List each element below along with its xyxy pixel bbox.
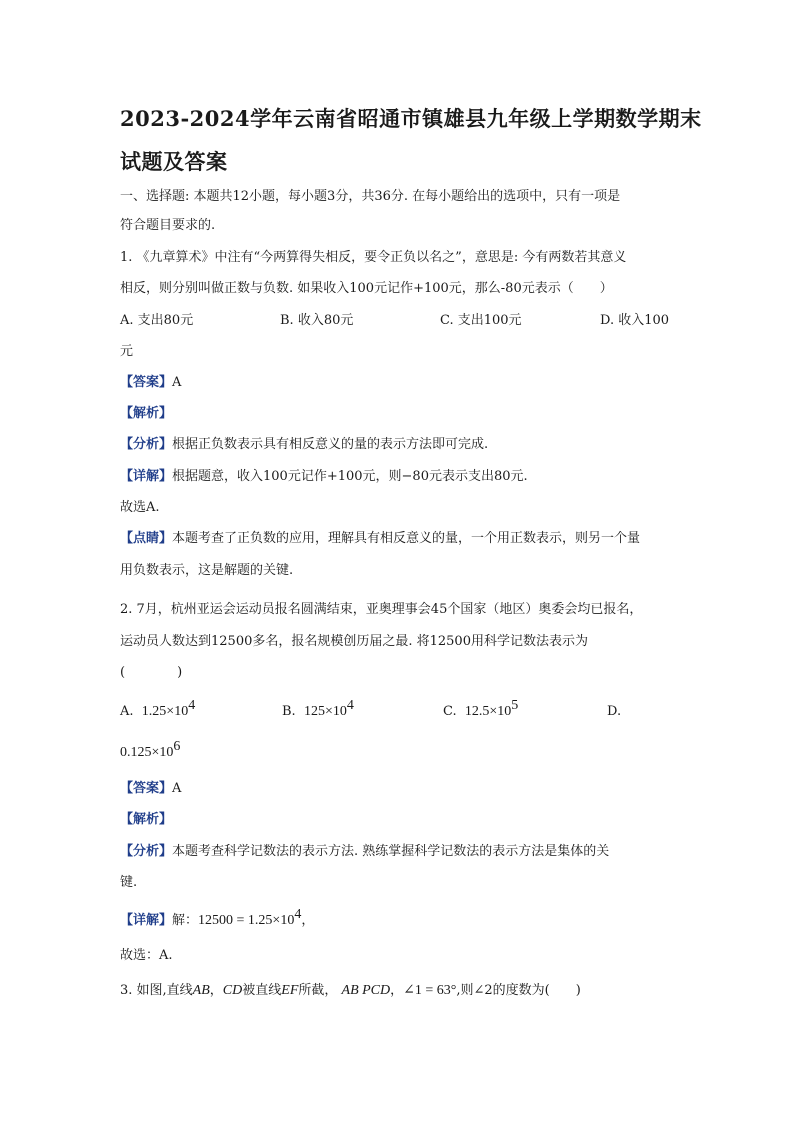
q2-fenxi-cont: 键.: [120, 875, 138, 890]
answer-value: A: [172, 375, 182, 390]
xiangjie-tag: 【详解】: [120, 913, 173, 928]
q1-stem-line1: 1. 《九章算术》中注有“今两算得失相反，要令正负以名之”，意思是: 今有两数若其意义: [120, 250, 627, 265]
q1-option-d: D. 收入100: [600, 313, 670, 328]
jiexi-tag: 【解析】: [120, 406, 173, 421]
jiexi-tag: 【解析】: [120, 812, 173, 827]
q2-stem-line3: ( ): [120, 665, 183, 680]
xiangjie-text: 根据题意，收入100元记作+100元，则−80元表示支出80元.: [172, 469, 528, 484]
q2-option-b: B. $125\times 10^4$: [282, 698, 354, 719]
q2-xiangjie: 【详解】解：$12500 = 1.25\times 10^4$，: [120, 907, 315, 928]
q2-option-d-value: $0.125\times 10^6$: [120, 739, 181, 760]
xiangjie-formula: 12500 = 1.25×10: [198, 913, 295, 928]
q2-option-d-label: D.: [607, 704, 622, 719]
q2-option-a: A. $1.25\times 10^4$: [120, 698, 196, 719]
q2-guxuan: 故选：A.: [120, 948, 173, 963]
answer-tag: 【答案】: [120, 375, 173, 390]
fenxi-tag: 【分析】: [120, 844, 173, 859]
section-heading-cont: 符合题目要求的.: [120, 218, 216, 233]
q2-jiexi: [120, 811, 172, 829]
q1-dianjing-cont: 用负数表示，这是解题的关键.: [120, 563, 294, 578]
q1-option-a: A. 支出80元: [120, 313, 194, 328]
fenxi-text: 本题考查科学记数法的表示方法. 熟练掌握科学记数法的表示方法是集体的关: [172, 844, 610, 859]
section-heading: 一、选择题: 本题共12小题，每小题3分，共36分. 在每小题给出的选项中，只有一项是: [120, 189, 621, 204]
q2-option-c: C. $12.5\times 10^5$: [443, 698, 519, 719]
q1-xiangjie: [120, 468, 528, 486]
q1-option-d-wrap: 元: [120, 344, 134, 359]
dianjing-text: 本题考查了正负数的应用，理解具有相反意义的量，一个用正数表示，则另一个量: [172, 531, 641, 546]
answer-tag: 【答案】: [120, 781, 173, 796]
q1-stem-line2: 相反，则分别叫做正数与负数. 如果收入100元记作+100元，那么-80元表示（ ）: [120, 281, 613, 296]
q1-option-c: C. 支出100元: [440, 313, 522, 328]
doc-title-line1: 2023-2024学年云南省昭通市镇雄县九年级上学期数学期末: [120, 106, 702, 131]
fenxi-text: 根据正负数表示具有相反意义的量的表示方法即可完成.: [172, 437, 489, 452]
q2-answer: [120, 780, 181, 798]
answer-value: A: [172, 781, 182, 796]
q1-answer: [120, 374, 181, 392]
doc-title-line2: 试题及答案: [120, 149, 228, 174]
q3-stem: 3. 如图,直线AB，CD被直线EF所截， AB PCD，∠1 = 63°,则∠2的度数为( ): [120, 983, 581, 998]
q1-option-b: B. 收入80元: [280, 313, 354, 328]
q2-stem-line2: 运动员人数达到12500多名，报名规模创历届之最. 将12500用科学记数法表示为: [120, 634, 588, 649]
fenxi-tag: 【分析】: [120, 437, 173, 452]
xiangjie-tag: 【详解】: [120, 469, 173, 484]
q1-jiexi: [120, 405, 172, 423]
q2-stem-line1: 2. 7月，杭州亚运会运动员报名圆满结束，亚奥理事会45个国家（地区）奥委会均已报名，: [120, 602, 643, 617]
dianjing-tag: 【点睛】: [120, 531, 173, 546]
q2-fenxi: [120, 843, 609, 861]
q1-dianjing: [120, 530, 640, 548]
q1-guxuan: 故选A.: [120, 500, 160, 515]
q1-fenxi: [120, 436, 488, 454]
